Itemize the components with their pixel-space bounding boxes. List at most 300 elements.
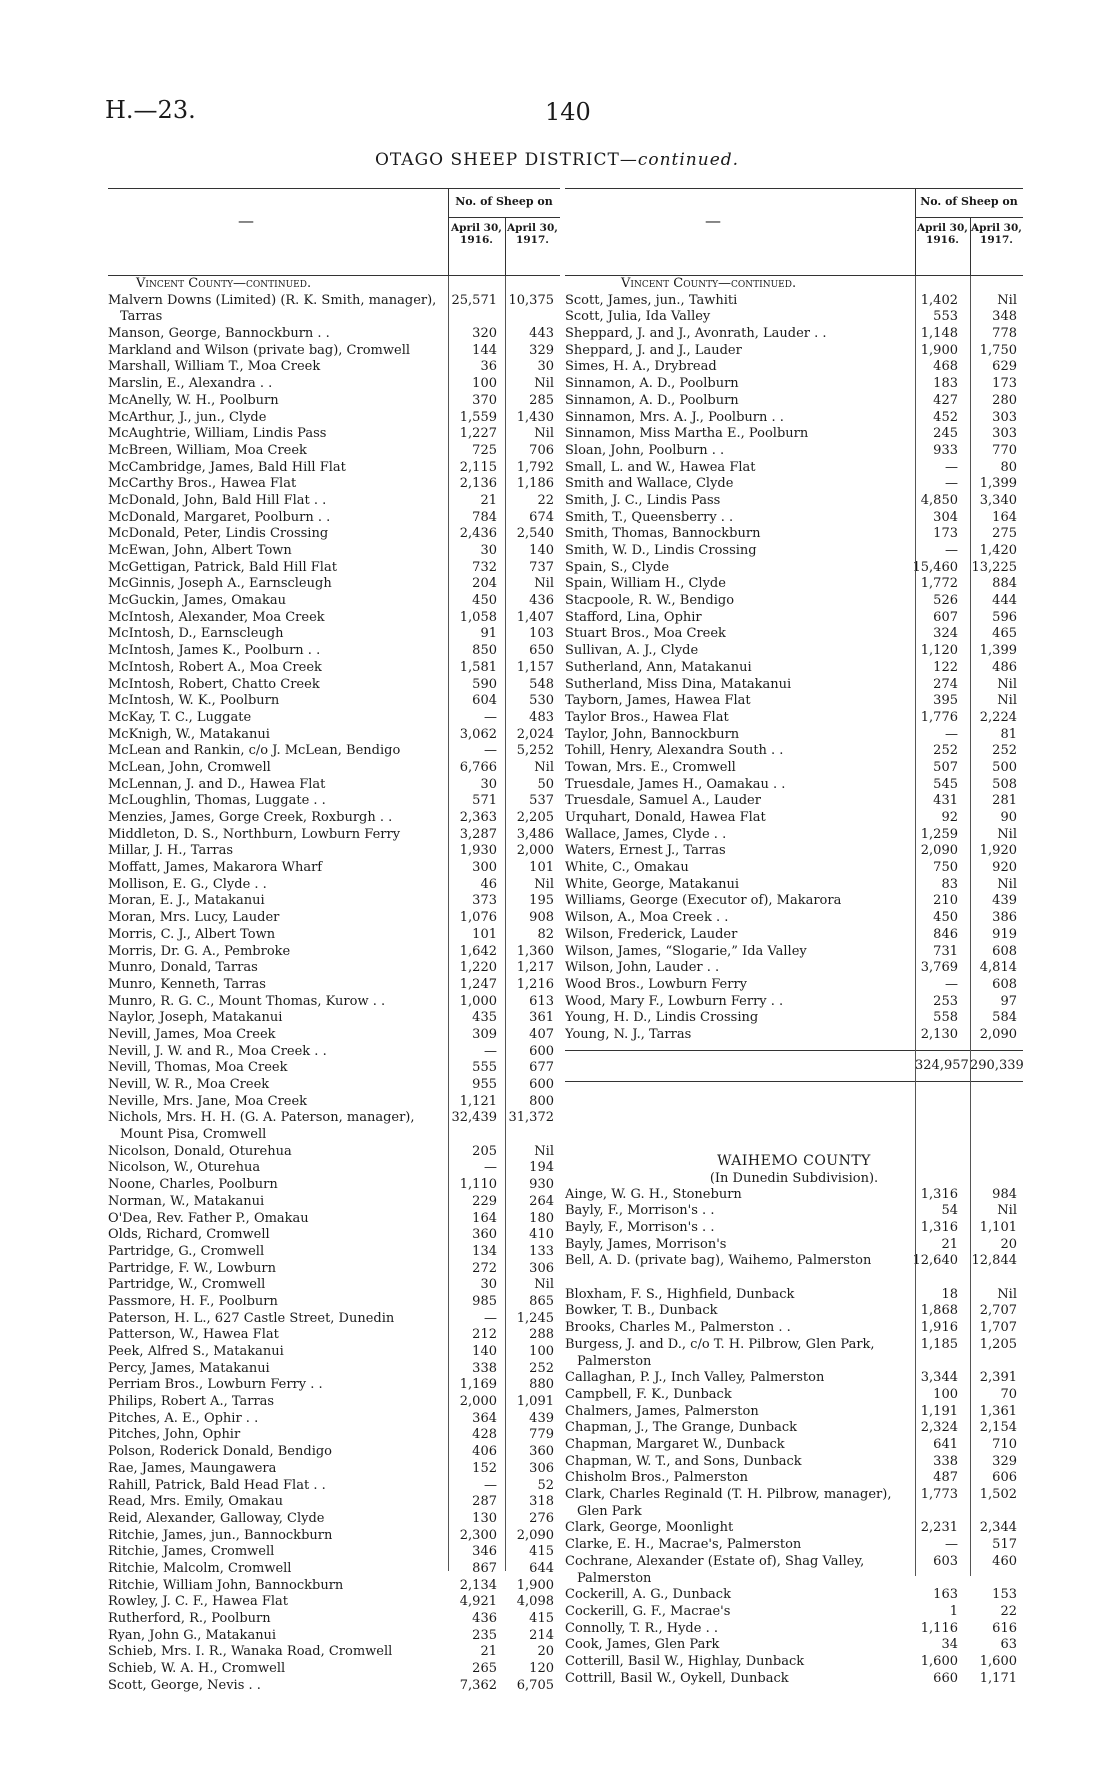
sheep-1916: 607 bbox=[933, 609, 958, 625]
vincent-county-total bbox=[565, 1050, 1023, 1082]
owner-name: O'Dea, Rev. Father P., Omakau bbox=[108, 1210, 309, 1226]
table-row bbox=[108, 743, 560, 760]
sheep-1916: 21 bbox=[480, 1644, 497, 1660]
sheep-1917: 884 bbox=[992, 576, 1017, 592]
sheep-1916: 183 bbox=[933, 376, 958, 392]
sheep-1916: 2,115 bbox=[459, 459, 497, 475]
table-row bbox=[108, 1027, 560, 1044]
table-row bbox=[565, 1520, 1023, 1537]
sheep-1916: 468 bbox=[933, 359, 958, 375]
table-row bbox=[108, 1427, 560, 1444]
header-group-label: No. of Sheep on bbox=[920, 195, 1018, 208]
owner-name: Smith, W. D., Lindis Crossing bbox=[565, 543, 757, 558]
sheep-1916: 253 bbox=[933, 993, 958, 1009]
table-row bbox=[108, 1094, 560, 1111]
table-row bbox=[565, 877, 1023, 894]
sheep-1917: 608 bbox=[992, 976, 1017, 992]
table-row bbox=[108, 693, 560, 710]
owner-name: Manson, George, Bannockburn . . bbox=[108, 326, 330, 342]
sheep-1917: 908 bbox=[529, 910, 554, 926]
table-row bbox=[108, 476, 560, 493]
table-row bbox=[565, 1537, 1023, 1554]
sheep-1917: 103 bbox=[529, 626, 554, 642]
sheep-1917: 436 bbox=[529, 593, 554, 609]
sheep-1917: 101 bbox=[529, 860, 554, 876]
owner-name: McEwan, John, Albert Town bbox=[108, 543, 292, 559]
table-row bbox=[108, 944, 560, 961]
sheep-1916: 487 bbox=[933, 1470, 958, 1486]
owner-name: Ritchie, William John, Bannockburn bbox=[108, 1577, 344, 1593]
sheep-1916: — bbox=[945, 976, 958, 992]
owner-name: McArthur, J., jun., Clyde bbox=[108, 409, 267, 425]
table-row bbox=[108, 610, 560, 627]
sheep-1917: 1,420 bbox=[979, 543, 1017, 558]
sheep-1917: 984 bbox=[992, 1186, 1017, 1202]
sheep-1916: 140 bbox=[472, 1344, 497, 1360]
owner-name: Neville, Mrs. Jane, Moa Creek bbox=[108, 1093, 308, 1109]
sheep-1917: 674 bbox=[529, 509, 554, 525]
sheep-1917: 483 bbox=[529, 709, 554, 725]
table-row bbox=[108, 1311, 560, 1328]
sheep-1916: 309 bbox=[472, 1026, 497, 1042]
sheep-1916: 933 bbox=[933, 442, 958, 458]
owner-name: Partridge, W., Cromwell bbox=[108, 1277, 266, 1293]
sheep-1917: Nil bbox=[534, 759, 554, 775]
sheep-1916: 1,559 bbox=[459, 409, 497, 425]
sheep-1916: 122 bbox=[933, 659, 958, 675]
table-row bbox=[108, 877, 560, 894]
sheep-1916: 2,090 bbox=[920, 843, 958, 859]
sheep-1916: 92 bbox=[941, 810, 958, 825]
sheep-1916: 3,344 bbox=[920, 1370, 958, 1386]
owner-name: Marslin, E., Alexandra . . bbox=[108, 376, 273, 392]
table-row bbox=[108, 376, 560, 393]
sheep-1916: 364 bbox=[472, 1410, 497, 1426]
owner-name: Naylor, Joseph, Matakanui bbox=[108, 1010, 283, 1026]
sheep-1916: 435 bbox=[472, 1010, 497, 1026]
sheep-1916: 1,058 bbox=[459, 609, 497, 625]
sheep-1916: 507 bbox=[933, 759, 958, 775]
sheep-1917: 4,098 bbox=[516, 1594, 554, 1610]
owner-name: White, George, Matakanui bbox=[565, 876, 740, 892]
table-row bbox=[108, 526, 560, 543]
sheep-1916: 1,110 bbox=[459, 1177, 497, 1193]
owner-name: Philips, Robert A., Tarras bbox=[108, 1394, 275, 1410]
owner-name: Burgess, J. and D., c/o T. H. Pilbrow, Glen Park, Palmerston bbox=[565, 1336, 875, 1369]
owner-name: Tohill, Henry, Alexandra South . . bbox=[565, 743, 784, 759]
owner-name: McKnigh, W., Matakanui bbox=[108, 726, 270, 742]
header-group-label: No. of Sheep on bbox=[455, 195, 553, 208]
sheep-1916: 4,921 bbox=[459, 1594, 497, 1610]
sheep-1917: 5,252 bbox=[516, 743, 554, 759]
sheep-1916: 1,116 bbox=[920, 1620, 958, 1636]
sheep-1916: 212 bbox=[472, 1327, 497, 1343]
table-row bbox=[565, 593, 1023, 610]
table-row bbox=[108, 1528, 560, 1545]
table-row bbox=[108, 293, 560, 326]
sheep-1917: 100 bbox=[529, 1344, 554, 1360]
sheep-1916: 1,600 bbox=[920, 1653, 958, 1669]
owner-name: Cotterill, Basil W., Highlay, Dunback bbox=[565, 1653, 805, 1669]
sheep-1916: 452 bbox=[933, 409, 958, 425]
owner-name: Bloxham, F. S., Highfield, Dunback bbox=[565, 1286, 795, 1302]
sheep-1916: 1,121 bbox=[459, 1093, 497, 1109]
total-1916: 324,957 bbox=[915, 1057, 969, 1073]
sheep-1917: 606 bbox=[992, 1470, 1017, 1486]
sheep-1917: Nil bbox=[534, 576, 554, 592]
table-row bbox=[565, 1654, 1023, 1671]
table-row bbox=[565, 1027, 1023, 1044]
sheep-1917: 920 bbox=[992, 860, 1017, 876]
table-row bbox=[108, 1511, 560, 1528]
owner-name: Rae, James, Maungawera bbox=[108, 1460, 277, 1476]
sheep-1917: 153 bbox=[992, 1587, 1017, 1603]
sheep-1916: 427 bbox=[933, 392, 958, 408]
owner-name: Malvern Downs (Limited) (R. K. Smith, manager), Tarras bbox=[108, 292, 437, 325]
left-column bbox=[108, 188, 560, 1694]
owner-name: Taylor, John, Bannockburn bbox=[565, 726, 740, 742]
owner-name: Norman, W., Matakanui bbox=[108, 1193, 265, 1209]
sheep-1917: 97 bbox=[1000, 993, 1017, 1009]
sheep-1917: 10,375 bbox=[508, 292, 554, 308]
sheep-1917: 1,101 bbox=[979, 1220, 1017, 1235]
table-row bbox=[565, 1303, 1023, 1320]
sheep-1917: 2,090 bbox=[516, 1527, 554, 1543]
owner-name: Sloan, John, Poolburn . . bbox=[565, 442, 725, 458]
table-row bbox=[565, 293, 1023, 310]
table-row bbox=[565, 1203, 1023, 1220]
table-row bbox=[108, 426, 560, 443]
owner-name: Munro, Donald, Tarras bbox=[108, 960, 258, 976]
owner-name: Nicolson, Donald, Oturehua bbox=[108, 1143, 292, 1159]
sheep-1917: 1,360 bbox=[516, 943, 554, 959]
sheep-1917: Nil bbox=[997, 1203, 1017, 1219]
table-row bbox=[565, 944, 1023, 961]
sheep-1917: 329 bbox=[529, 342, 554, 358]
owner-name: McLean and Rankin, c/o J. McLean, Bendigo bbox=[108, 743, 401, 759]
table-row bbox=[565, 960, 1023, 977]
sheep-1916: 1,191 bbox=[920, 1403, 958, 1419]
sheep-1917: 81 bbox=[1000, 726, 1017, 742]
owner-name: Sinnamon, Miss Martha E., Poolburn bbox=[565, 426, 809, 442]
owner-name: Ritchie, James, Cromwell bbox=[108, 1544, 275, 1560]
sheep-1916: 555 bbox=[472, 1060, 497, 1076]
sheep-1917: Nil bbox=[997, 876, 1017, 892]
table-row bbox=[565, 359, 1023, 376]
table-row bbox=[565, 1237, 1023, 1254]
owner-name: Partridge, F. W., Lowburn bbox=[108, 1260, 276, 1276]
table-row bbox=[565, 610, 1023, 627]
sheep-1916: 2,300 bbox=[459, 1527, 497, 1543]
sheep-1917: Nil bbox=[997, 693, 1017, 709]
owner-name: Wilson, A., Moa Creek . . bbox=[565, 910, 729, 926]
sheep-1917: 517 bbox=[992, 1537, 1017, 1553]
owner-name: Cochrane, Alexander (Estate of), Shag Valley, Palmerston bbox=[565, 1553, 865, 1586]
table-row bbox=[108, 643, 560, 660]
sheep-1916: 1,930 bbox=[459, 843, 497, 859]
owner-name: Sullivan, A. J., Clyde bbox=[565, 643, 699, 659]
owner-name: McLoughlin, Thomas, Luggate . . bbox=[108, 793, 326, 809]
table-row bbox=[108, 710, 560, 727]
sheep-1917: 2,344 bbox=[979, 1520, 1017, 1536]
table-row bbox=[108, 1110, 560, 1143]
sheep-1916: 287 bbox=[472, 1494, 497, 1510]
owner-name: McIntosh, Robert A., Moa Creek bbox=[108, 659, 322, 675]
table-row bbox=[565, 1621, 1023, 1638]
sheep-1916: 1,868 bbox=[920, 1303, 958, 1319]
owner-name: Morris, Dr. G. A., Pembroke bbox=[108, 943, 291, 959]
owner-name: Truesdale, Samuel A., Lauder bbox=[565, 793, 761, 809]
sheep-1916: 395 bbox=[933, 693, 958, 709]
sheep-1917: 82 bbox=[537, 926, 554, 942]
section-heading: Vincent County—continued. bbox=[621, 276, 797, 291]
owner-name: McIntosh, D., Earnscleugh bbox=[108, 626, 284, 642]
sheep-1916: 2,436 bbox=[459, 526, 497, 542]
table-row bbox=[108, 660, 560, 677]
header-col-1917: April 30, 1917. bbox=[971, 222, 1022, 247]
owner-name: Nicolson, W., Oturehua bbox=[108, 1160, 261, 1176]
sheep-1916: 373 bbox=[472, 893, 497, 909]
table-row bbox=[565, 660, 1023, 677]
waihemo-subdivision: (In Dunedin Subdivision). bbox=[709, 1170, 879, 1186]
sheep-1917: 919 bbox=[992, 926, 1017, 942]
sheep-1916: 3,287 bbox=[459, 826, 497, 842]
owner-name: Cockerill, A. G., Dunback bbox=[565, 1587, 731, 1603]
table-row bbox=[565, 543, 1023, 560]
sheep-1916: 304 bbox=[933, 509, 958, 525]
owner-name: Perriam Bros., Lowburn Ferry . . bbox=[108, 1377, 323, 1393]
owner-name: Nichols, Mrs. H. H. (G. A. Paterson, manager), Mount Pisa, Cromwell bbox=[108, 1110, 415, 1143]
table-row bbox=[565, 376, 1023, 393]
sheep-1917: 2,205 bbox=[516, 810, 554, 826]
owner-name: White, C., Omakau bbox=[565, 860, 689, 876]
table-row bbox=[565, 743, 1023, 760]
table-row bbox=[108, 1194, 560, 1211]
table-row bbox=[108, 1077, 560, 1094]
sheep-1916: 210 bbox=[933, 893, 958, 909]
table-row bbox=[108, 626, 560, 643]
owner-name: Taylor Bros., Hawea Flat bbox=[565, 709, 729, 725]
sheep-1916: 4,850 bbox=[920, 492, 958, 508]
sheep-1916: 1,120 bbox=[920, 643, 958, 659]
sheep-1916: 204 bbox=[472, 576, 497, 592]
table-row bbox=[108, 493, 560, 510]
sheep-1916: 1,169 bbox=[459, 1377, 497, 1393]
table-row bbox=[108, 1594, 560, 1611]
sheep-1916: 2,130 bbox=[920, 1026, 958, 1042]
sheep-1916: — bbox=[484, 1043, 497, 1059]
sheep-1917: 2,707 bbox=[979, 1303, 1017, 1319]
sheep-1916: 34 bbox=[941, 1637, 958, 1653]
sheep-1917: 280 bbox=[992, 392, 1017, 408]
owner-name: Polson, Roderick Donald, Bendigo bbox=[108, 1444, 332, 1460]
sheep-1917: 596 bbox=[992, 609, 1017, 625]
sheep-1917: 30 bbox=[537, 359, 554, 375]
owner-name: Peek, Alfred S., Matakanui bbox=[108, 1344, 284, 1360]
owner-name: Marshall, William T., Moa Creek bbox=[108, 359, 321, 375]
sheep-1917: 133 bbox=[529, 1243, 554, 1259]
sheep-1916: 235 bbox=[472, 1627, 497, 1643]
sheep-1917: 1,216 bbox=[516, 976, 554, 992]
sheep-1916: 1,148 bbox=[920, 326, 958, 342]
sheep-1916: — bbox=[945, 1537, 958, 1553]
owner-name: McDonald, John, Bald Hill Flat . . bbox=[108, 492, 327, 508]
owner-name: Millar, J. H., Tarras bbox=[108, 843, 234, 859]
table-row bbox=[108, 1244, 560, 1261]
table-row bbox=[565, 1287, 1023, 1304]
owner-name: Wood, Mary F., Lowburn Ferry . . bbox=[565, 993, 784, 1009]
sheep-1917: 1,091 bbox=[516, 1394, 554, 1410]
sheep-1916: 731 bbox=[933, 943, 958, 959]
table-row bbox=[565, 476, 1023, 493]
right-table-header bbox=[565, 188, 1023, 276]
sheep-1916: 526 bbox=[933, 593, 958, 609]
table-row bbox=[565, 1587, 1023, 1604]
table-row bbox=[565, 1387, 1023, 1404]
sheep-1916: 867 bbox=[472, 1560, 497, 1576]
owner-name: Chapman, W. T., and Sons, Dunback bbox=[565, 1453, 802, 1469]
sheep-1916: 1,076 bbox=[459, 910, 497, 926]
owner-name: Noone, Charles, Poolburn bbox=[108, 1177, 278, 1193]
table-row bbox=[108, 1561, 560, 1578]
owner-name: Spain, S., Clyde bbox=[565, 559, 670, 575]
sheep-1916: 36 bbox=[480, 359, 497, 375]
owner-name: McAughtrie, William, Lindis Pass bbox=[108, 426, 327, 442]
sheep-1917: 677 bbox=[529, 1060, 554, 1076]
sheep-1917: 880 bbox=[529, 1377, 554, 1393]
table-row bbox=[108, 960, 560, 977]
series-number: H.—23. bbox=[105, 96, 196, 124]
owner-name: Clark, George, Moonlight bbox=[565, 1520, 734, 1536]
owner-name: Tayborn, James, Hawea Flat bbox=[565, 693, 751, 709]
sheep-1916: 130 bbox=[472, 1510, 497, 1526]
table-row bbox=[565, 710, 1023, 727]
owner-name: McGettigan, Patrick, Bald Hill Flat bbox=[108, 559, 337, 575]
table-row bbox=[565, 843, 1023, 860]
sheep-1916: 1,642 bbox=[459, 943, 497, 959]
sheep-1917: 318 bbox=[529, 1494, 554, 1510]
table-row bbox=[108, 1377, 560, 1394]
owner-name: Urquhart, Donald, Hawea Flat bbox=[565, 810, 766, 825]
header-dash: — bbox=[705, 211, 721, 230]
table-row bbox=[108, 1144, 560, 1161]
owner-name: McAnelly, W. H., Poolburn bbox=[108, 392, 279, 408]
table-row bbox=[565, 910, 1023, 927]
table-row bbox=[108, 1678, 560, 1695]
sheep-1916: 300 bbox=[472, 860, 497, 876]
owner-name: McDonald, Margaret, Poolburn . . bbox=[108, 509, 331, 525]
table-row bbox=[108, 810, 560, 827]
table-row bbox=[565, 1554, 1023, 1587]
sheep-1916: 338 bbox=[933, 1453, 958, 1469]
owner-name: Ritchie, James, jun., Bannockburn bbox=[108, 1527, 333, 1543]
sheep-1916: 571 bbox=[472, 793, 497, 809]
table-row bbox=[565, 1437, 1023, 1454]
table-row bbox=[565, 643, 1023, 660]
table-row bbox=[565, 1454, 1023, 1471]
sheep-1916: — bbox=[484, 1477, 497, 1493]
table-row bbox=[108, 1661, 560, 1678]
owner-name: Small, L. and W., Hawea Flat bbox=[565, 459, 756, 475]
sheep-1917: 1,430 bbox=[516, 409, 554, 425]
owner-name: Sutherland, Ann, Matakanui bbox=[565, 659, 752, 675]
owner-name: Simes, H. A., Drybread bbox=[565, 359, 717, 375]
owner-name: Waters, Ernest J., Tarras bbox=[565, 843, 726, 859]
table-row bbox=[565, 443, 1023, 460]
owner-name: Stuart Bros., Moa Creek bbox=[565, 626, 726, 642]
owner-name: Menzies, James, Gorge Creek, Roxburgh . . bbox=[108, 810, 393, 826]
owner-name: Stafford, Lina, Ophir bbox=[565, 609, 702, 625]
sheep-1916: 604 bbox=[472, 693, 497, 709]
owner-name: Truesdale, James H., Oamakau . . bbox=[565, 776, 786, 792]
sheep-1916: 15,460 bbox=[912, 559, 958, 575]
sheep-1916: 553 bbox=[933, 309, 958, 325]
table-row bbox=[565, 1253, 1023, 1286]
table-row bbox=[108, 359, 560, 376]
table-row bbox=[108, 460, 560, 477]
sheep-1916: 7,362 bbox=[459, 1677, 497, 1693]
owner-name: Olds, Richard, Cromwell bbox=[108, 1227, 270, 1243]
sheep-1916: 1,581 bbox=[459, 659, 497, 675]
sheep-1916: 660 bbox=[933, 1670, 958, 1686]
sheep-1916: — bbox=[484, 743, 497, 759]
sheep-1916: 955 bbox=[472, 1077, 497, 1093]
sheep-1917: 276 bbox=[529, 1510, 554, 1526]
owner-name: Chapman, J., The Grange, Dunback bbox=[565, 1420, 797, 1436]
sheep-1917: 1,245 bbox=[516, 1310, 554, 1326]
owner-name: Sinnamon, A. D., Poolburn bbox=[565, 392, 739, 408]
sheep-1916: 545 bbox=[933, 776, 958, 792]
owner-name: Wilson, Frederick, Lauder bbox=[565, 926, 738, 942]
owner-name: Wood Bros., Lowburn Ferry bbox=[565, 976, 748, 992]
sheep-1916: — bbox=[484, 1310, 497, 1326]
sheep-1917: 1,600 bbox=[979, 1653, 1017, 1669]
owner-name: McLennan, J. and D., Hawea Flat bbox=[108, 776, 326, 792]
sheep-1917: Nil bbox=[997, 292, 1017, 308]
owner-name: Reid, Alexander, Galloway, Clyde bbox=[108, 1510, 325, 1526]
sheep-1916: 784 bbox=[472, 509, 497, 525]
sheep-1916: 1,776 bbox=[920, 709, 958, 725]
sheep-1916: 101 bbox=[472, 926, 497, 942]
table-row bbox=[565, 994, 1023, 1011]
table-row bbox=[565, 827, 1023, 844]
table-row bbox=[108, 777, 560, 794]
table-row bbox=[565, 1470, 1023, 1487]
table-row bbox=[565, 893, 1023, 910]
table-row bbox=[108, 560, 560, 577]
sheep-1917: 195 bbox=[529, 893, 554, 909]
sheep-1917: 410 bbox=[529, 1227, 554, 1243]
table-row bbox=[565, 1187, 1023, 1204]
owner-name: McIntosh, James K., Poolburn . . bbox=[108, 643, 321, 659]
table-row bbox=[565, 626, 1023, 643]
sheep-1917: 2,154 bbox=[979, 1420, 1017, 1436]
sheep-1917: Nil bbox=[534, 1143, 554, 1159]
sheep-1916: 54 bbox=[941, 1203, 958, 1219]
sheep-1916: — bbox=[484, 709, 497, 725]
table-row bbox=[565, 693, 1023, 710]
table-row bbox=[108, 1327, 560, 1344]
sheep-1917: 3,486 bbox=[516, 826, 554, 842]
table-row bbox=[565, 860, 1023, 877]
sheep-1917: 537 bbox=[529, 793, 554, 809]
table-row bbox=[108, 510, 560, 527]
right-table-body bbox=[565, 276, 1023, 1687]
owner-name: Clarke, E. H., Macrae's, Palmerston bbox=[565, 1537, 802, 1553]
owner-name: Wilson, James, “Slogarie,” Ida Valley bbox=[565, 943, 807, 959]
sheep-1917: 361 bbox=[529, 1010, 554, 1026]
table-row bbox=[565, 1637, 1023, 1654]
